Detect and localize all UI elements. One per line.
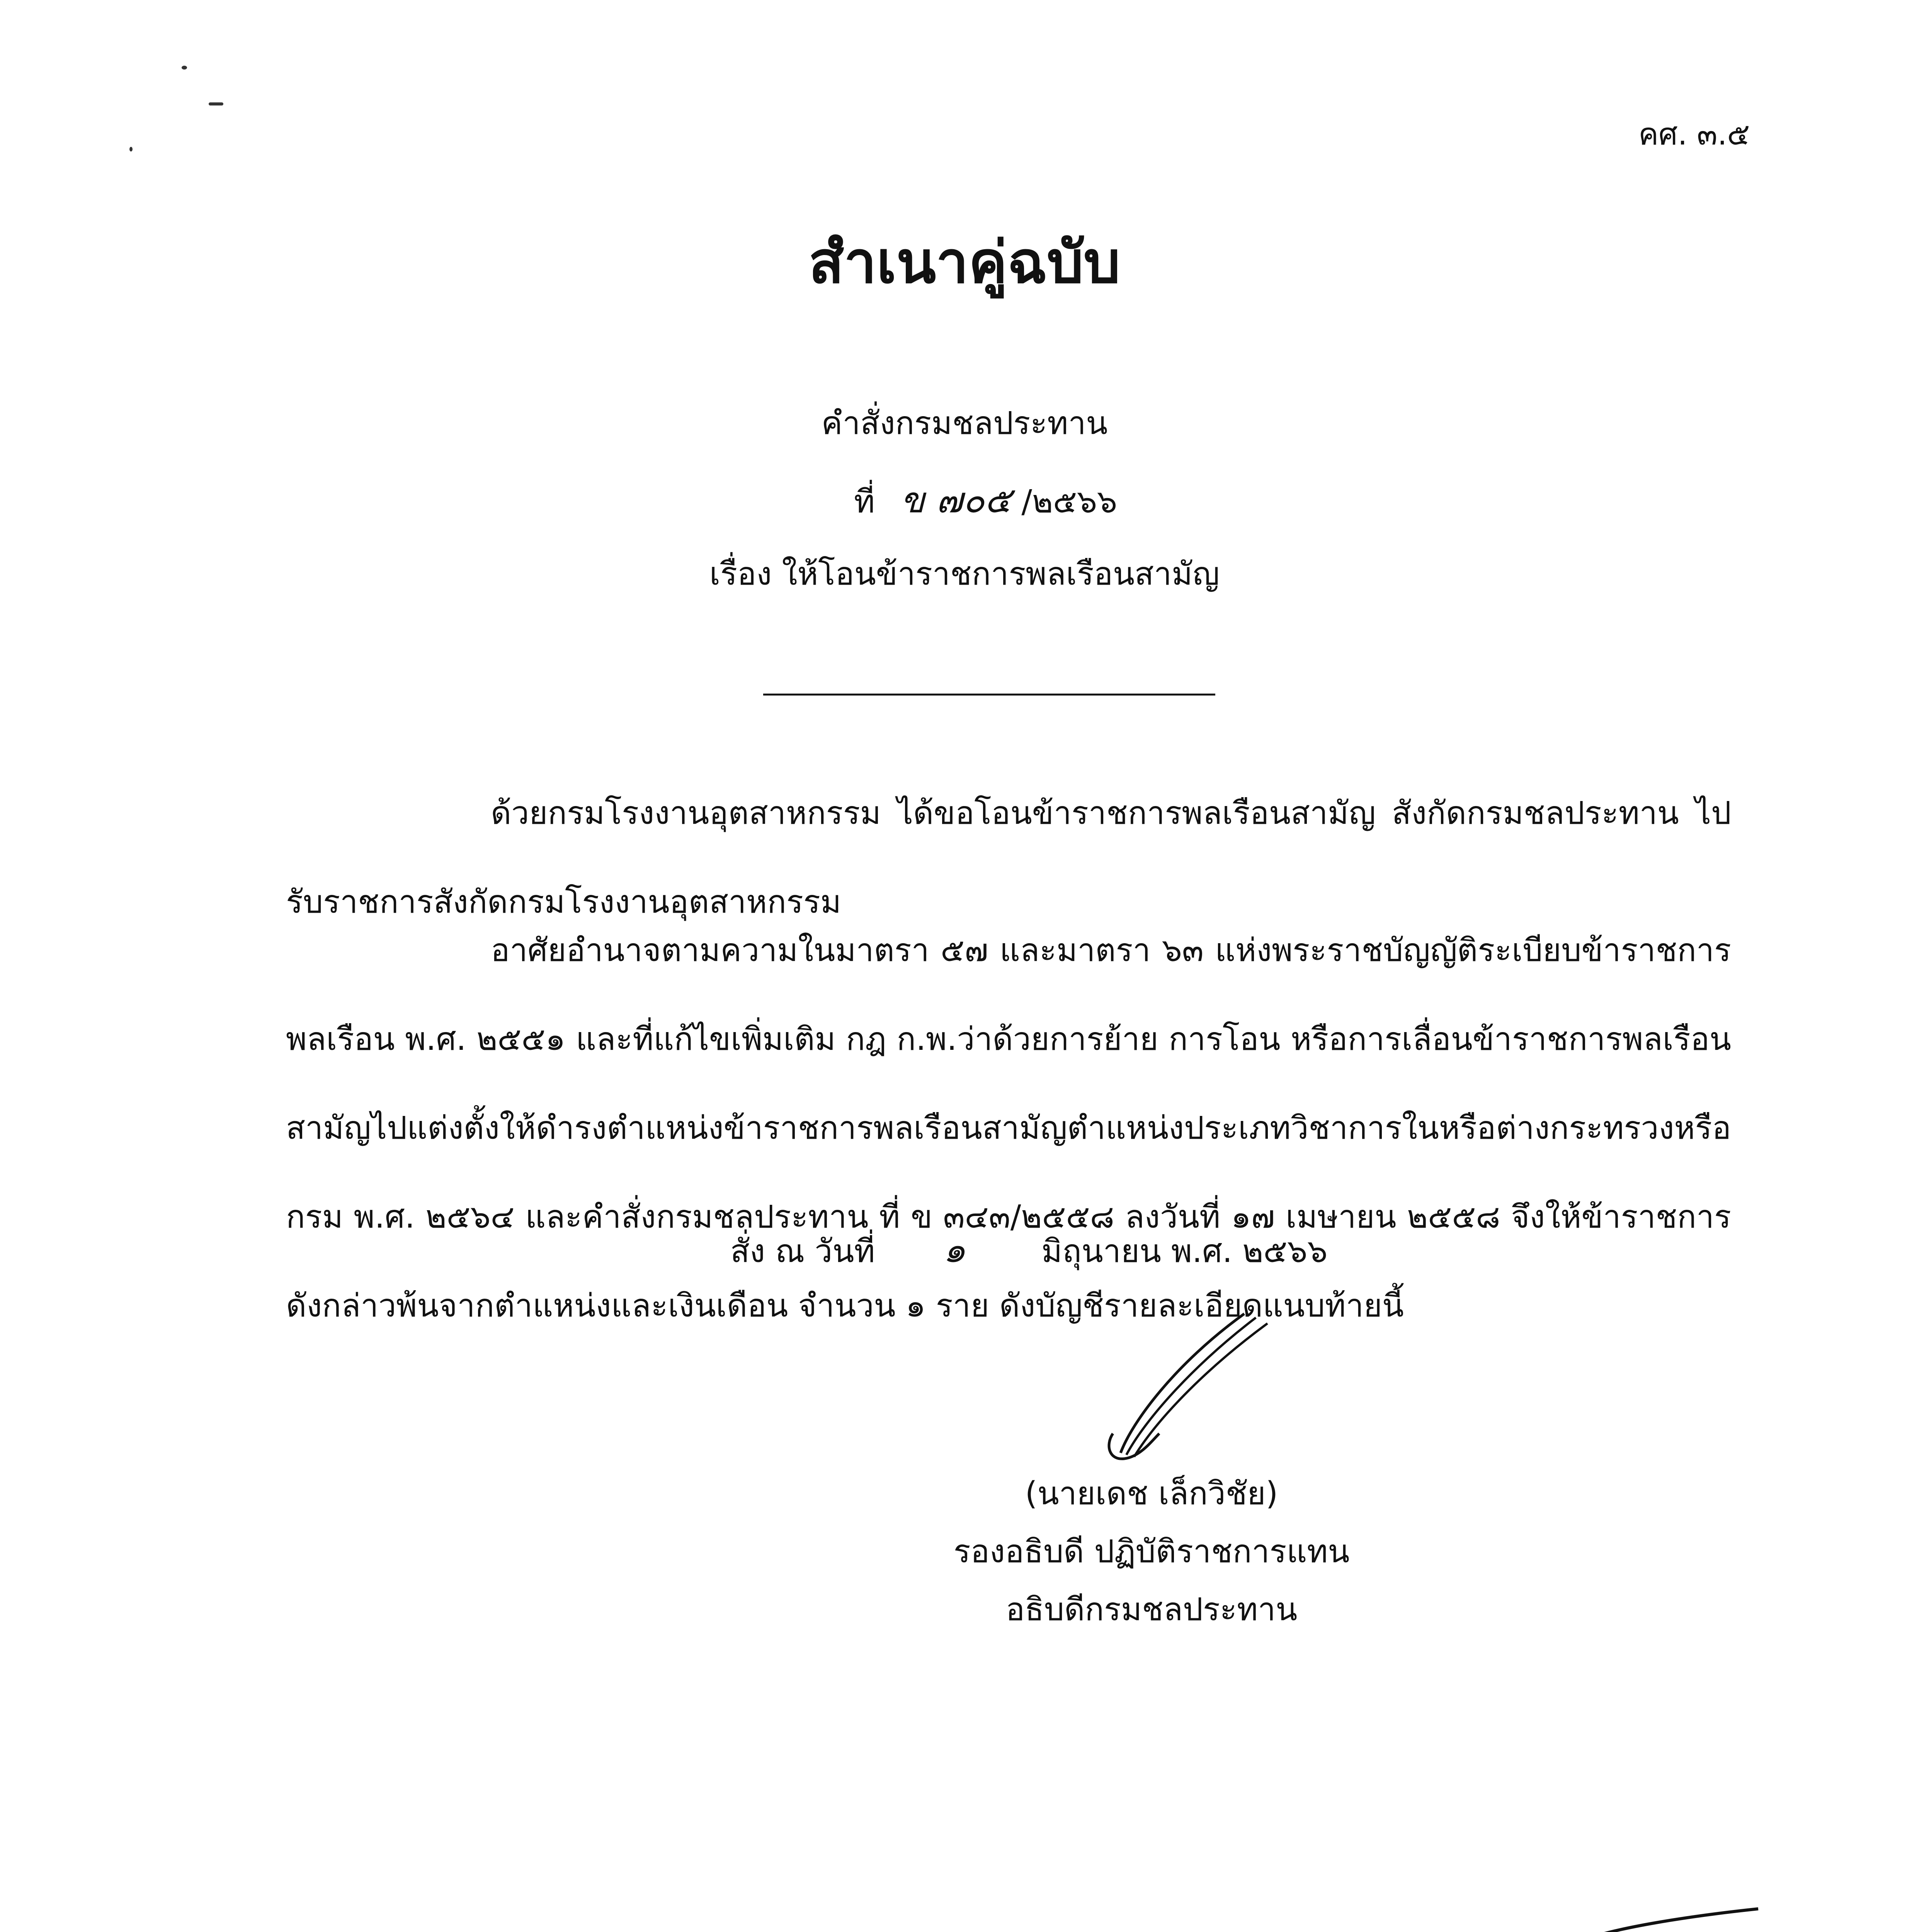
- issue-date-day: ๑: [943, 1229, 966, 1270]
- issue-date: [730, 1221, 1328, 1278]
- divider-line: [763, 694, 1215, 696]
- order-number: [854, 471, 1117, 528]
- order-number-prefix: ที่: [854, 483, 875, 520]
- order-subject: เรื่อง ให้โอนข้าราชการพลเรือนสามัญ: [709, 556, 1220, 592]
- signatory-organization: อธิบดีกรมชลประทาน: [1005, 1591, 1298, 1628]
- body-paragraph-2: อาศัยอำนาจตามความในมาตรา ๕๗ และมาตรา ๖๓ แห่งพระราชบัญญัติระเบียบข้าราชการพลเรือน พ.ศ. ๒๕๕๑ และที่แก้ไขเพิ่มเติม กฎ ก.พ.ว่าด้วยการย้าย การโอน หรือการเลื่อนข้าราชการพลเรือนสามัญไปแต่งตั้งให้ดำรงตำแหน่งข้าราชการพลเรือนสามัญตำแหน่งประเภทวิชาการในหรือต่างกระทรวงหรือกรม พ.ศ. ๒๕๖๔ และคำสั่งกรมชลประทาน ที่ ข ๓๔๓/๒๕๕๘ ลงวันที่ ๑๗ เมษายน ๒๕๕๘ จึงให้ข้าราชการดังกล่าวพ้นจากตำแหน่งและเงินเดือน จำนวน ๑ ราย ดังบัญชีรายละเอียดแนบท้ายนี้: [286, 932, 1731, 1324]
- signature-mark: [1097, 1306, 1275, 1468]
- issue-date-prefix: สั่ง ณ วันที่: [730, 1233, 875, 1270]
- scan-speck: [129, 147, 133, 151]
- handwritten-initials: [1569, 1893, 1770, 1932]
- signatory-position: รองอธิบดี ปฏิบัติราชการแทน: [953, 1533, 1350, 1570]
- body-paragraph-1: ด้วยกรมโรงงานอุตสาหกรรม ได้ขอโอนข้าราชการพลเรือนสามัญ สังกัดกรมชลประทาน ไปรับราชการสังกัดกรมโรงงานอุตสาหกรรม: [286, 795, 1731, 920]
- order-issuer: คำสั่งกรมชลประทาน: [821, 405, 1108, 442]
- order-number-year: /๒๕๖๖: [1021, 483, 1118, 520]
- scan-speck: [209, 102, 223, 105]
- scan-speck: [182, 66, 187, 70]
- order-number-value: ข ๗๐๕: [900, 480, 1012, 521]
- issue-date-month-year: มิถุนายน พ.ศ. ๒๕๖๖: [1041, 1233, 1328, 1270]
- document-title: สำเนาคู่ฉบับ: [808, 229, 1121, 296]
- signatory-name: (นายเดช เล็กวิชัย): [1025, 1475, 1278, 1512]
- form-code: คศ. ๓.๕: [1638, 117, 1750, 152]
